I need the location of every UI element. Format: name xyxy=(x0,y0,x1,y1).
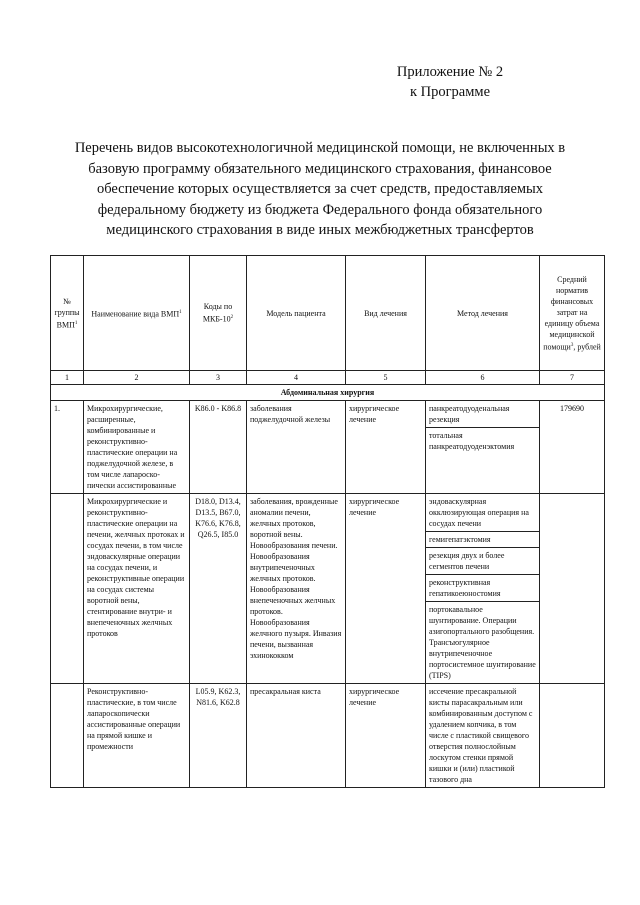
header-cost: Средний норматив финансовых затрат на единицу объема медицинской помощи$^3$, рублей xyxy=(540,256,605,371)
row-patient-model: пресакральная киста xyxy=(247,684,346,788)
method-item: гемигепатэктомия xyxy=(426,532,539,548)
method-item: портокавальное шунтирование. Операции азигопортального разобщения. Трансъюгулярное внутрипеченочное портосистемное шунтирование (TIPS) xyxy=(429,605,536,680)
row-cost xyxy=(540,494,605,684)
column-number: 5 xyxy=(346,371,426,385)
row-patient-model: заболевания, врожденные аномалии печени, желчных протоков, воротной вены. Новообразования печени. Новообразования внутрипеченочных желчных протоков. Новообразования внепеченочных желчных протоков. Новообразования желчного пузыря. Инвазия печени, вызванная эхинококком xyxy=(247,494,346,684)
hmp-table xyxy=(50,255,605,788)
section-title: Абдоминальная хирургия xyxy=(51,385,605,401)
header-method: Метод лечения xyxy=(426,256,540,371)
column-number: 6 xyxy=(426,371,540,385)
method-item: резекция двух и более сегментов печени xyxy=(426,548,539,575)
row-treatment: хирургическое лечение xyxy=(346,684,426,788)
row-cost xyxy=(540,684,605,788)
table-header-row xyxy=(51,256,605,371)
appendix-header xyxy=(330,62,570,102)
method-item: иссечение пресакральной кисты парасакральным или комбинированным доступом с удалением копчика, в том числе с пластикой свищевого отверстия полнослойным лоскутом стенки прямой кишки и (или) пластикой тазового дна xyxy=(429,687,533,784)
row-hmp-name: Реконструктивно-пластические, в том числе лапароскопически ассистированные операции на прямой кишке и промежности xyxy=(84,684,190,788)
row-patient-model: заболевания поджелудочной железы xyxy=(247,401,346,494)
column-number: 1 xyxy=(51,371,84,385)
row-number xyxy=(51,684,84,788)
document-title: Перечень видов высокотехнологичной медицинской помощи, не включенных в базовую программу обязательного медицинского страхования, финансовое обеспечение которых осуществляется за счет средств, предоставляемых федеральному бюджету из бюджета Федерального фонда обязательного медицинского страхования в виде иных межбюджетных трансфертов xyxy=(74,140,566,238)
row-cost: 179690 xyxy=(540,401,605,494)
row-mkb-codes: L05.9, K62.3, N81.6, K62.8 xyxy=(190,684,247,788)
column-number: 4 xyxy=(247,371,346,385)
row-mkb-codes: K86.0 - K86.8 xyxy=(190,401,247,494)
section-row xyxy=(51,385,605,401)
appendix-reference: к Программе xyxy=(409,84,491,100)
row-treatment: хирургическое лечение xyxy=(346,494,426,684)
row-methods xyxy=(426,684,540,788)
column-number: 7 xyxy=(540,371,605,385)
row-treatment: хирургическое лечение xyxy=(346,401,426,494)
method-item: тотальная панкреатодуоденэктомия xyxy=(429,431,515,451)
method-item: реконструктивная гепатикоеюностомия xyxy=(426,575,539,602)
row-hmp-name: Микрохирургические и реконструктивно-пластические операции на печени, желчных протоках и сосудах печени, в том числе эндоваскулярные операции на сосудах печени, и реконструктивные операции на сосудах системы воротной вены, стентирование внутри- и внепеченочных желчных протоков xyxy=(84,494,190,684)
header-model: Модель пациента xyxy=(247,256,346,371)
row-number: 1. xyxy=(51,401,84,494)
header-treatment: Вид лечения xyxy=(346,256,426,371)
appendix-number: Приложение № 2 xyxy=(396,64,504,80)
method-item: эндоваскулярная окклюзирующая операция на сосудах печени xyxy=(426,494,539,532)
row-mkb-codes: D18.0, D13.4, D13.5, B67.0, K76.6, K76.8, Q26.5, I85.0 xyxy=(190,494,247,684)
table-row xyxy=(51,401,605,494)
table-row xyxy=(51,494,605,684)
header-group: № группы ВМП$^1$ xyxy=(51,256,84,371)
column-number: 3 xyxy=(190,371,247,385)
table-row xyxy=(51,684,605,788)
header-name: Наименование вида ВМП$^1$ xyxy=(84,256,190,371)
row-hmp-name: Микрохирургические, расширенные, комбинированные и реконструктивно-пластические операции на поджелудочной железе, в том числе лапароско-пически ассистированные xyxy=(84,401,190,494)
column-number: 2 xyxy=(84,371,190,385)
column-numbers-row xyxy=(51,371,605,385)
method-item: панкреатодуоденальная резекция xyxy=(426,401,539,428)
row-number xyxy=(51,494,84,684)
header-mkb: Коды по МКБ-$10^2$ xyxy=(190,256,247,371)
row-methods xyxy=(426,494,540,684)
row-methods xyxy=(426,401,540,494)
